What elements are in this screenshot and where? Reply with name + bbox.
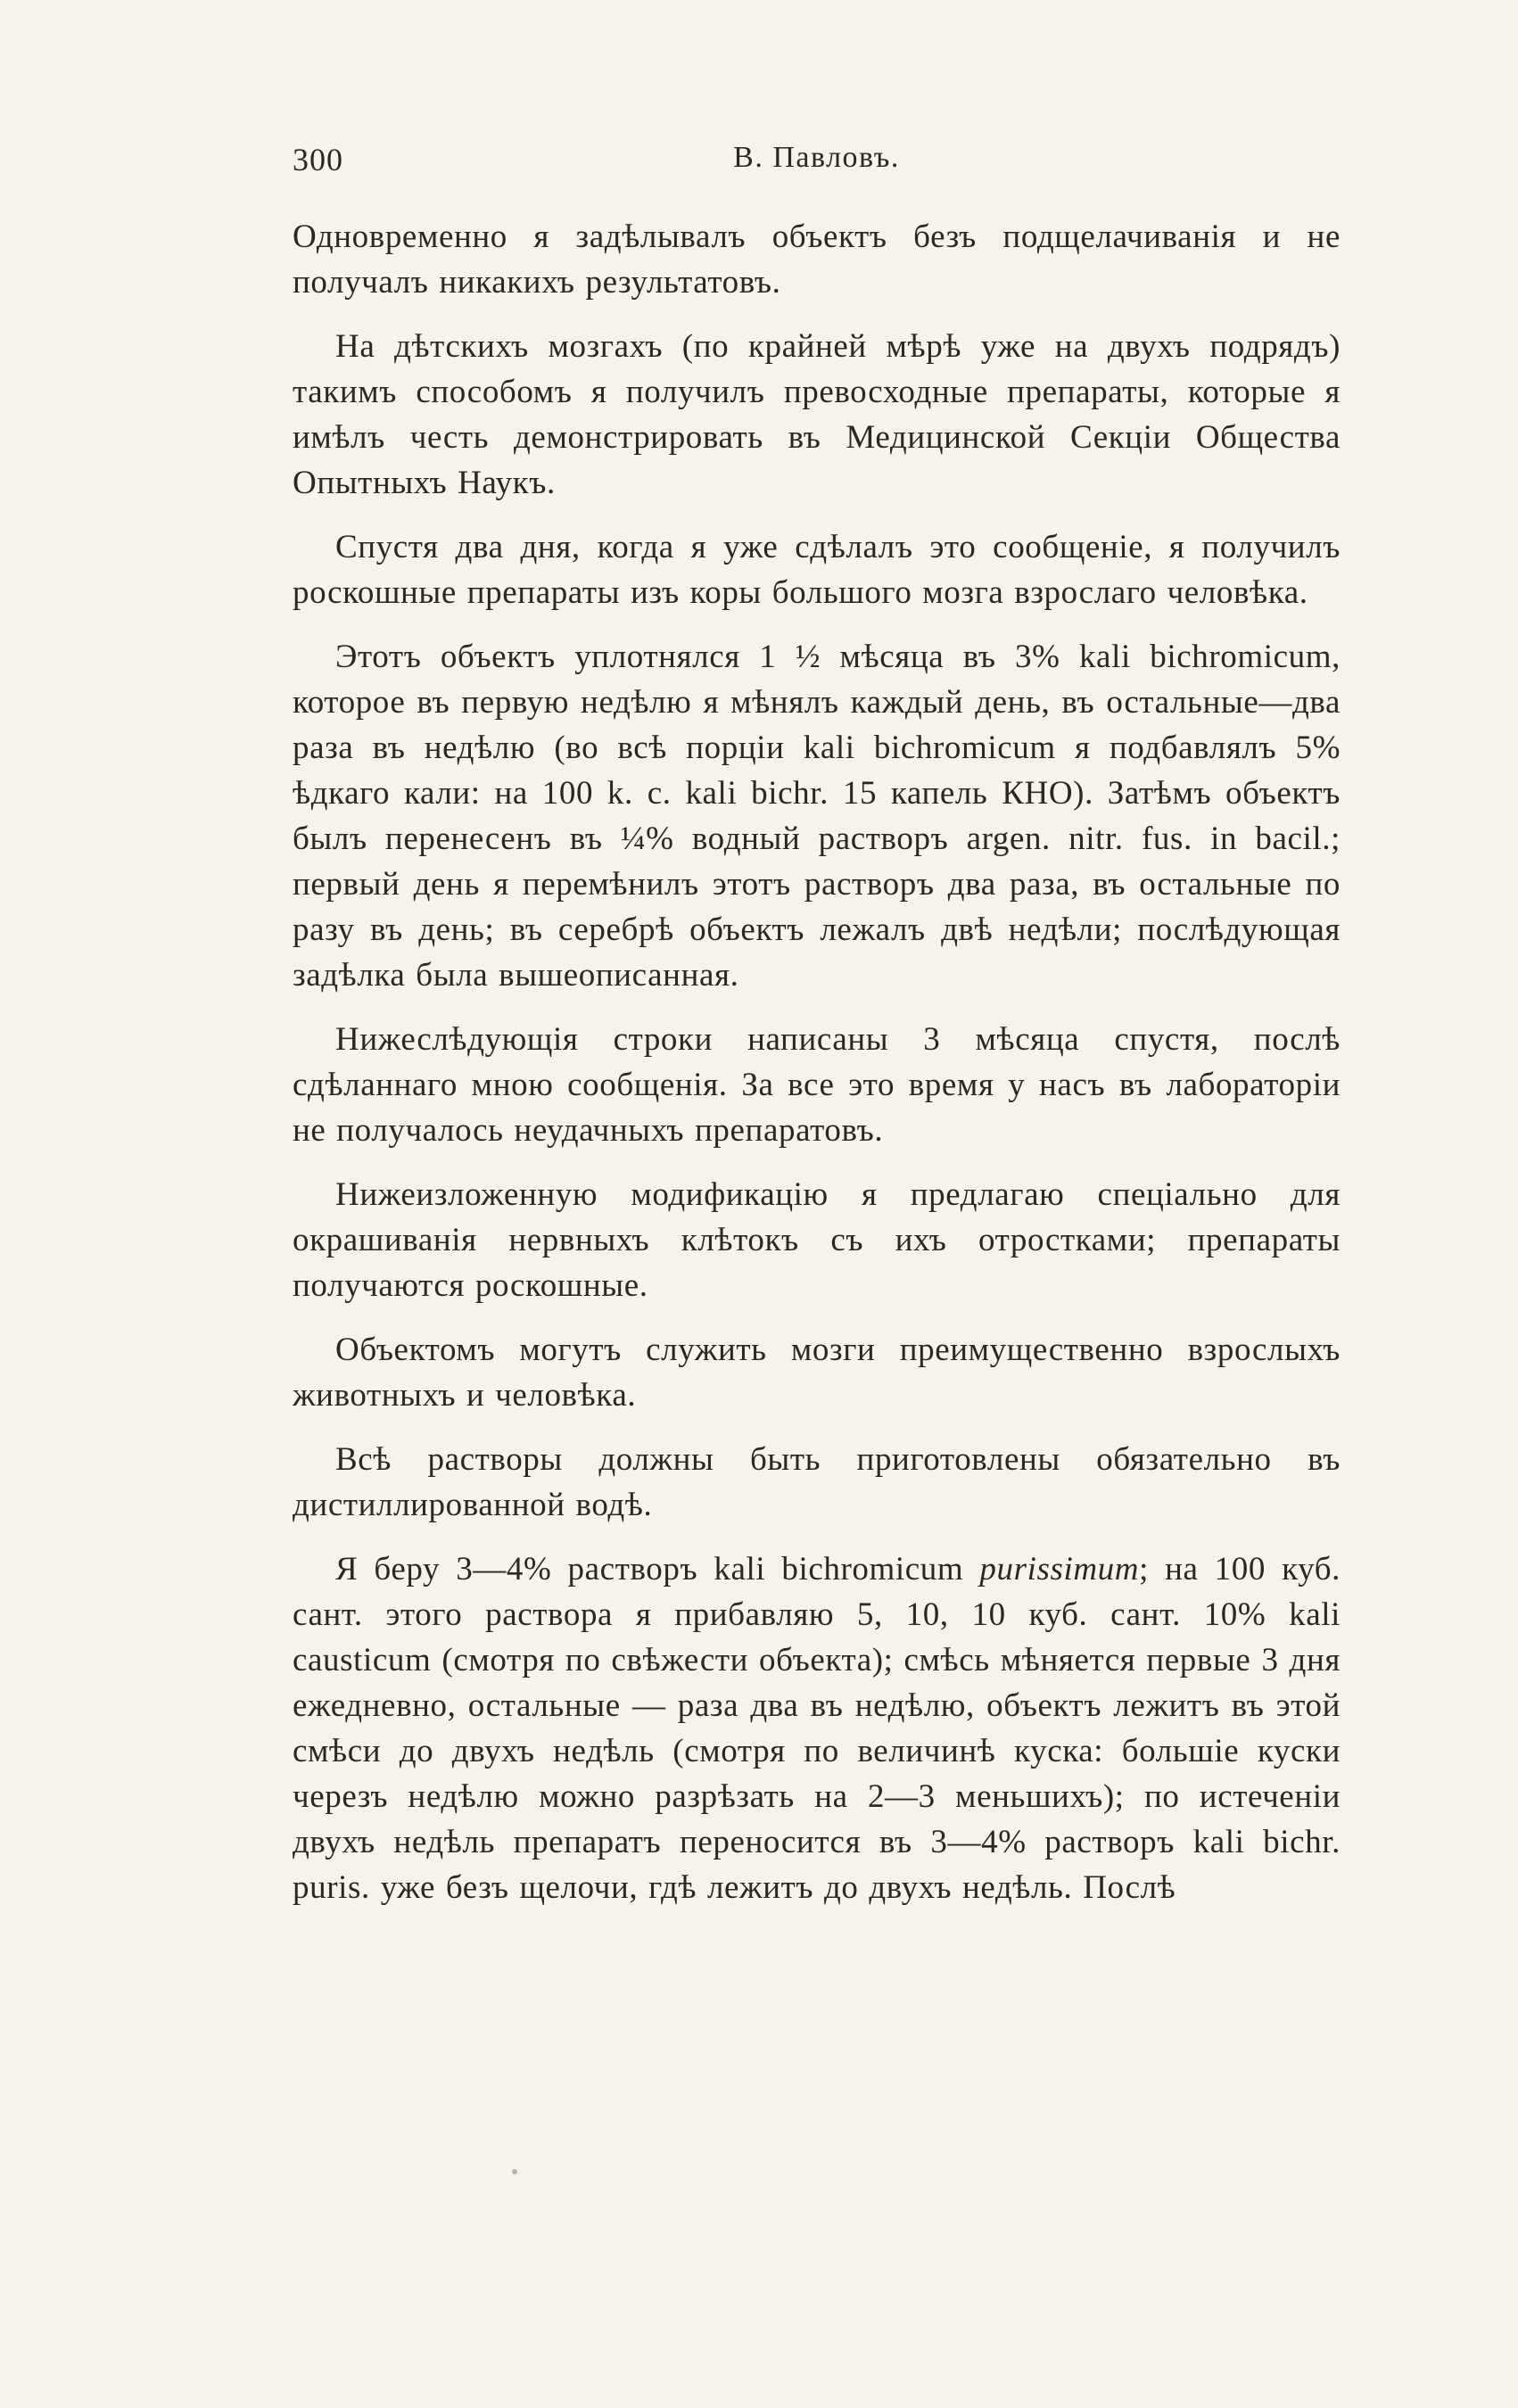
body-text xyxy=(293,214,1341,1929)
text-run: Я беру 3—4% растворъ kali bichromicum xyxy=(335,1551,980,1587)
paragraph: Объектомъ могутъ служить мозги преимущественно взрослыхъ животныхъ и человѣка. xyxy=(293,1332,1341,1414)
paragraph: Всѣ растворы должны быть приготовлены обязательно въ дистиллированной водѣ. xyxy=(293,1441,1341,1523)
page-number: 300 xyxy=(293,142,343,177)
paragraph: На дѣтскихъ мозгахъ (по крайней мѣрѣ уже на двухъ подрядъ) такимъ способомъ я получилъ превосходные препараты, которые я имѣлъ честь демонстрировать въ Медицинской Секціи Общества Опытныхъ Наукъ. xyxy=(293,328,1341,501)
italic-term: purissimum xyxy=(979,1551,1140,1587)
paragraph: Нижеизложенную модификацію я предлагаю спеціально для окрашиванія нервныхъ клѣтокъ съ ихъ отростками; препараты получаются роскошные. xyxy=(293,1176,1341,1304)
paragraph: Спустя два дня, когда я уже сдѣлалъ это сообщеніе, я получилъ роскошные препараты изъ коры большого мозга взрослаго человѣка. xyxy=(293,529,1341,611)
text-run: ; на 100 куб. сант. этого раствора я прибавляю 5, 10, 10 куб. сант. 10% kali causticum (смотря по свѣжести объекта); смѣсь мѣняется первые 3 дня ежедневно, остальные — раза два въ недѣлю, объектъ лежитъ въ этой смѣси до двухъ недѣль (смотря по величинѣ куска: большіе куски черезъ недѣлю можно разрѣзать на 2—3 меньшихъ); по истеченіи двухъ недѣль препаратъ переносится въ 3—4% растворъ kali bichr. puris. уже безъ щелочи, гдѣ лежитъ до двухъ недѣль. Послѣ xyxy=(293,1551,1341,1906)
paper-speck xyxy=(512,2169,517,2174)
page-header xyxy=(293,141,1341,186)
running-title: В. Павловъ. xyxy=(733,141,900,174)
paragraph: Одновременно я задѣлывалъ объектъ безъ подщелачиванія и не получалъ никакихъ результатовъ. xyxy=(293,219,1341,301)
paragraph: Этотъ объектъ уплотнялся 1 ½ мѣсяца въ 3% kali bichromicum, которое въ первую недѣлю я мѣнялъ каждый день, въ остальные—два раза въ недѣлю (во всѣ порціи kali bichromicum я подбавлялъ 5% ѣдкаго кали: на 100 k. c. kali bichr. 15 капель КНО). Затѣмъ объектъ былъ перенесенъ въ ¼% водный растворъ argen. nitr. fus. in bacil.; первый день я перемѣнилъ этотъ растворъ два раза, въ остальные по разу въ день; въ серебрѣ объектъ лежалъ двѣ недѣли; послѣдующая задѣлка была вышеописанная. xyxy=(293,639,1341,994)
paragraph: Нижеслѣдующія строки написаны 3 мѣсяца спустя, послѣ сдѣланнаго мною сообщенія. За все это время у насъ въ лабораторіи не получалось неудачныхъ препаратовъ. xyxy=(293,1021,1341,1149)
paragraph-last xyxy=(293,1546,1341,1910)
